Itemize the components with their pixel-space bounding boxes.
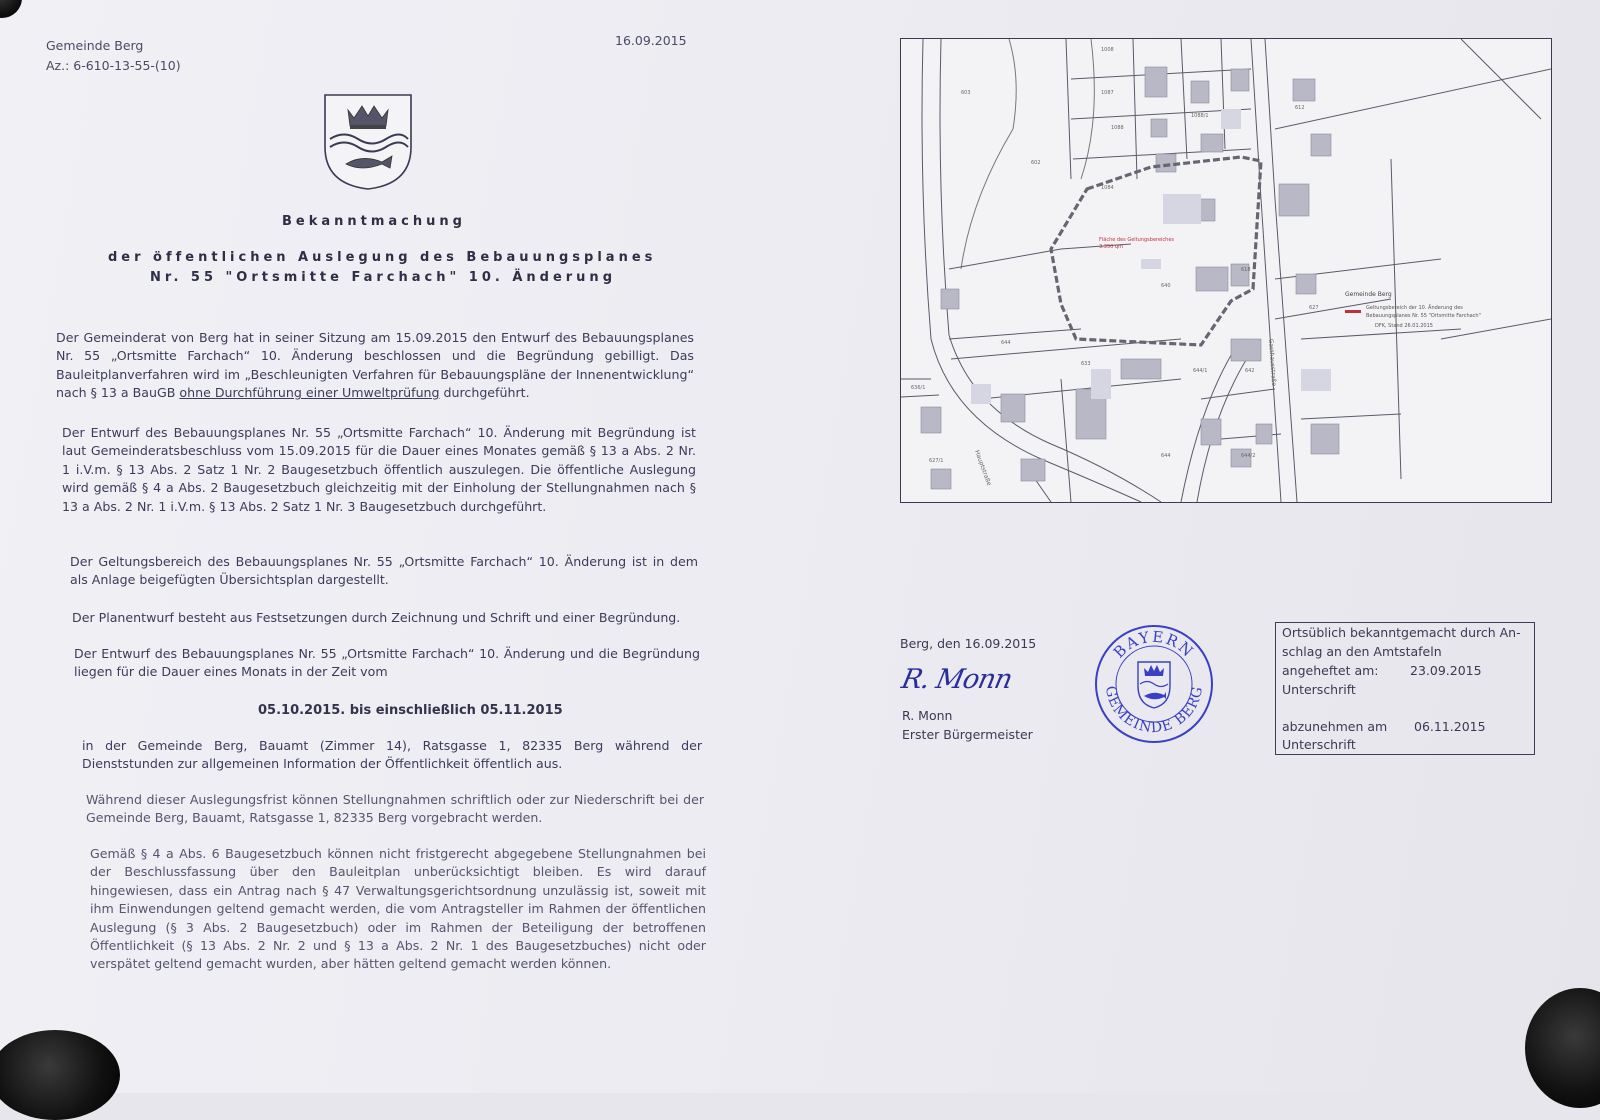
svg-text:1008: 1008	[1101, 47, 1114, 53]
svg-text:627: 627	[1309, 305, 1319, 311]
paragraph-plan-content: Der Planentwurf besteht aus Festsetzungen durch Zeichnung und Schrift und einer Begründung.	[72, 610, 681, 625]
remove-label: abzunehmen am	[1282, 719, 1388, 734]
map-legend-line2: Bebauungsplanes Nr. 55 "Ortsmitte Farchach"	[1366, 313, 1481, 319]
paragraph-location: in der Gemeinde Berg, Bauamt (Zimmer 14), Ratsgasse 1, 82335 Berg während der Dienststunden zur allgemeinen Information der Öffentlichkeit öffentlich aus.	[82, 738, 702, 772]
paragraph-draft-display: Der Entwurf des Bebauungsplanes Nr. 55 „Ortsmitte Farchach“ 10. Änderung mit Begründung ist laut Gemeinderatsbeschluss vom 15.09.2015 für die Dauer eines Monates gemäß § 13 a Abs. 2 Nr. 1 i.V.m. § 13 Abs. 2 Satz 1 Nr. 2 Baugesetzbuch öffentlich auszulegen. Die öffentliche Auslegung wird gemäß § 4 a Abs. 2 Baugesetzbuch gleichzeitig mit der Einholung der Stellungnahmen nach § 13 a Abs. 2 Nr. 1 i.V.m. § 13 Abs. 2 Satz 1 Nr. 3 Baugesetzbuch durchgeführt.	[62, 425, 696, 514]
signatory-name: R. Monn	[902, 708, 953, 723]
remove-date: 06.11.2015	[1414, 719, 1486, 734]
map-legend-line1: Geltungsbereich der 10. Änderung des	[1366, 305, 1463, 311]
municipality-name: Gemeinde Berg	[46, 38, 144, 53]
svg-text:1088: 1088	[1111, 125, 1124, 131]
file-reference: Az.: 6-610-13-55-(10)	[46, 58, 181, 73]
official-seal	[1092, 622, 1216, 746]
svg-text:636/1: 636/1	[911, 385, 926, 391]
svg-text:612: 612	[1295, 105, 1305, 111]
map-legend-title: Gemeinde Berg	[1345, 291, 1392, 298]
svg-text:Gasthausstraße: Gasthausstraße	[1267, 338, 1278, 387]
posted-date: 23.09.2015	[1410, 663, 1482, 678]
magnet-top-left	[0, 0, 22, 18]
svg-text:618: 618	[1241, 267, 1251, 273]
notice-title-line1: der öffentlichen Auslegung des Bebauungsplanes	[108, 250, 657, 265]
underlined-phrase: ohne Durchführung einer Umweltprüfung	[179, 385, 440, 401]
svg-text:BAYERN: BAYERN	[1109, 627, 1198, 662]
svg-text:644: 644	[1161, 453, 1171, 459]
map-legend-swatch	[1345, 310, 1361, 313]
posted-label: angeheftet am:	[1282, 663, 1379, 678]
magnet-bottom-left	[0, 1030, 120, 1120]
svg-text:640: 640	[1161, 283, 1171, 289]
map-legend-line3: DFK, Stand 26.01.2015	[1375, 323, 1433, 329]
svg-text:603: 603	[961, 90, 971, 96]
svg-text:633: 633	[1081, 361, 1091, 367]
svg-text:644: 644	[1001, 340, 1011, 346]
paragraph-display-period: Der Entwurf des Bebauungsplanes Nr. 55 „Ortsmitte Farchach“ 10. Änderung und die Begründung liegen für die Dauer eines Monats in der Zeit vom	[74, 646, 700, 680]
paragraph-statements: Während dieser Auslegungsfrist können Stellungnahmen schriftlich oder zur Niederschrift bei der Gemeinde Berg, Bauamt, Ratsgasse 1, 82335 Berg vorgebracht werden.	[86, 792, 704, 826]
notice-title-line2: Nr. 55 "Ortsmitte Farchach" 10. Änderung	[150, 270, 616, 285]
document-date: 16.09.2015	[615, 33, 687, 48]
signature-place-date: Berg, den 16.09.2015	[900, 636, 1037, 651]
map-area-label: Fläche des Geltungsbereiches 3.350 qm	[1099, 237, 1175, 250]
magnet-bottom-right	[1525, 988, 1600, 1108]
svg-text:1087: 1087	[1101, 90, 1114, 96]
signature-line-1: Unterschrift	[1282, 682, 1356, 697]
posting-notice-box	[1275, 622, 1535, 755]
paragraph-resolution: Der Gemeinderat von Berg hat in seiner Sitzung am 15.09.2015 den Entwurf des Bebauungsplanes Nr. 55 „Ortsmitte Farchach“ 10. Änderung beschlossen und die Begründung gebilligt. Das Bauleitplanverfahren wird im „Beschleunigten Verfahren für Bebauungspläne der Innenentwicklung“ nach § 13 a BauGB ohne Durchführung einer Umweltprüfung durchgeführt.	[56, 330, 694, 401]
svg-text:642: 642	[1245, 368, 1255, 374]
svg-text:1084: 1084	[1101, 185, 1114, 191]
signature-line-2: Unterschrift	[1282, 737, 1356, 752]
posting-notice-line1: Ortsüblich bekanntgemacht durch An-	[1282, 625, 1521, 640]
paragraph-scope: Der Geltungsbereich des Bebauungsplanes Nr. 55 „Ortsmitte Farchach“ 10. Änderung ist in dem als Anlage beigefügten Übersichtsplan dargestellt.	[70, 554, 698, 588]
crown-wave-fish-icon	[322, 92, 414, 192]
notice-heading: Bekanntmachung	[282, 214, 466, 229]
svg-text:Hauptstraße: Hauptstraße	[973, 449, 993, 487]
svg-text:644/2: 644/2	[1241, 453, 1256, 459]
svg-text:602: 602	[1031, 160, 1041, 166]
svg-text:644/1: 644/1	[1193, 368, 1208, 374]
svg-text:1088/1: 1088/1	[1191, 113, 1209, 119]
handwritten-signature: R. Monn	[898, 664, 1015, 695]
paragraph-legal-notice: Gemäß § 4 a Abs. 6 Baugesetzbuch können nicht fristgerecht abgegebene Stellungnahmen bei der Beschlussfassung über den Bauleitplan unberücksichtigt bleiben. Es wird darauf hingewiesen, dass ein Antrag nach § 47 Verwaltungsgerichtsordnung unzulässig ist, soweit mit ihm Einwendungen geltend gemacht werden, die vom Antragsteller im Rahmen der öffentlichen Auslegung (§ 3 Abs. 2 Baugesetzbuch) oder im Rahmen der Beteiligung der betroffenen Öffentlichkeit (§ 13 Abs. 2 Nr. 2 und § 13 a Abs. 2 Nr. 1 des Baugesetzbuches) nicht oder verspätet geltend gemacht wurden, aber hätten geltend gemacht werden können.	[90, 846, 706, 972]
signatory-role: Erster Bürgermeister	[902, 727, 1033, 742]
svg-text:GEMEINDE BERG: GEMEINDE BERG	[1101, 684, 1207, 737]
site-plan-map	[900, 38, 1552, 503]
posting-notice-line2: schlag an den Amtstafeln	[1282, 644, 1442, 659]
svg-text:627/1: 627/1	[929, 458, 944, 464]
display-period-dates: 05.10.2015. bis einschließlich 05.11.2015	[258, 703, 563, 718]
